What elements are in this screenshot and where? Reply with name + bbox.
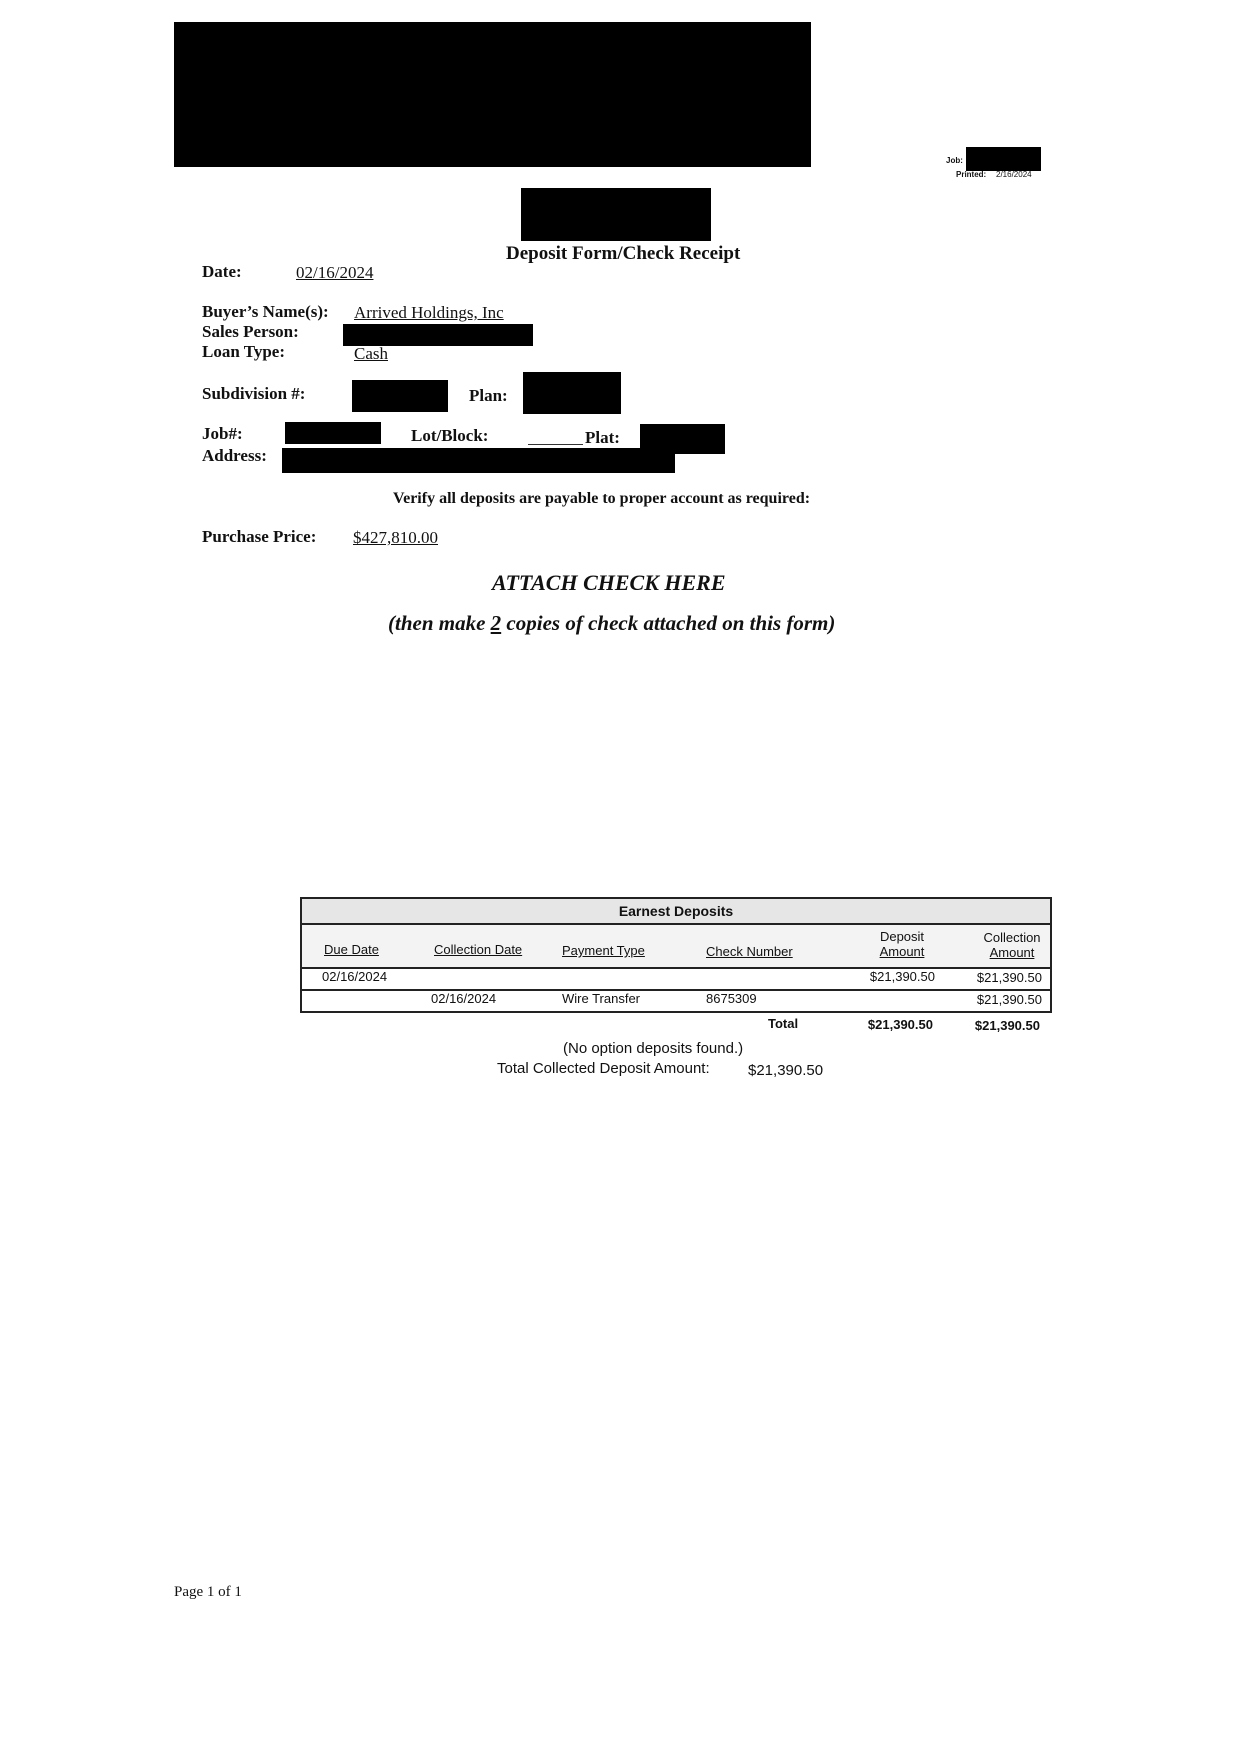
date-value: 02/16/2024: [296, 263, 374, 282]
redacted-subdivision: [352, 380, 448, 412]
plan-label: Plan:: [469, 386, 508, 405]
purchase-price-label: Purchase Price:: [202, 527, 317, 546]
col-due-date: Due Date: [324, 942, 379, 957]
date-label: Date:: [202, 262, 242, 281]
buyer-value: Arrived Holdings, Inc: [354, 303, 504, 322]
col-payment-type: Payment Type: [562, 943, 645, 958]
redacted-address: [282, 448, 675, 473]
form-title: Deposit Form/Check Receipt: [506, 243, 741, 264]
redacted-sales-person: [343, 324, 533, 346]
col-collection-amount-1: Collection: [983, 930, 1041, 945]
row-collection-date: 02/16/2024: [431, 991, 497, 1006]
table-row: [300, 991, 1052, 1013]
loan-type-label: Loan Type:: [202, 342, 285, 361]
lot-block-underline: [528, 444, 583, 445]
row-due-date: 02/16/2024: [322, 969, 388, 984]
table-row: [300, 967, 1052, 991]
redacted-plan: [523, 372, 621, 414]
row-payment-type: Wire Transfer: [562, 991, 641, 1006]
row-check-number: 8675309: [706, 991, 757, 1006]
purchase-price-value: $427,810.00: [353, 528, 438, 547]
page-number-footer: Page 1 of 1: [174, 1584, 242, 1600]
row-deposit-amount: $21,390.50: [869, 969, 935, 984]
copies-pre-text: (then make: [388, 611, 491, 635]
row-collection-amount: $21,390.50: [976, 970, 1042, 985]
redacted-job-field: [285, 422, 381, 444]
total-collection-amount: $21,390.50: [974, 1018, 1040, 1033]
no-option-deposits-text: (No option deposits found.): [563, 1040, 744, 1057]
lot-block-label: Lot/Block:: [411, 426, 489, 445]
buyer-label: Buyer’s Name(s):: [202, 302, 329, 321]
copies-post-text: copies of check attached on this form): [501, 611, 836, 635]
table-totals-row: [300, 1013, 1052, 1035]
address-label: Address:: [202, 446, 267, 465]
row-collection-amount: $21,390.50: [976, 992, 1042, 1007]
col-deposit-amount-1: Deposit: [879, 929, 925, 944]
earnest-deposits-table: [300, 897, 1052, 1035]
plat-label: Plat:: [585, 428, 620, 447]
copies-number: 2: [490, 611, 502, 635]
total-collected-value: $21,390.50: [748, 1062, 824, 1079]
table-column-headers: [300, 925, 1052, 967]
copies-instruction: [388, 611, 835, 636]
subdivision-label: Subdivision #:: [202, 384, 306, 403]
col-collection-date: Collection Date: [434, 942, 523, 957]
col-collection-amount-2: Amount: [989, 945, 1035, 960]
redacted-logo-block: [174, 22, 811, 167]
total-label: Total: [768, 1016, 799, 1031]
printed-label: Printed:: [956, 170, 987, 179]
total-deposit-amount: $21,390.50: [867, 1017, 933, 1032]
redacted-company-name: [521, 188, 711, 241]
loan-type-value: Cash: [354, 344, 388, 363]
printed-date: 2/16/2024: [996, 170, 1032, 179]
attach-check-heading: ATTACH CHECK HERE: [492, 570, 726, 595]
job-number-label: Job#:: [202, 424, 243, 443]
job-label: Job:: [946, 156, 963, 165]
col-check-number: Check Number: [706, 944, 793, 959]
earnest-deposits-title: Earnest Deposits: [300, 897, 1052, 925]
total-collected-label: Total Collected Deposit Amount:: [497, 1060, 710, 1077]
redacted-job-number: [966, 147, 1041, 171]
sales-person-label: Sales Person:: [202, 322, 299, 341]
col-deposit-amount-2: Amount: [879, 944, 925, 959]
verify-deposits-text: Verify all deposits are payable to proper account as required:: [393, 490, 811, 507]
